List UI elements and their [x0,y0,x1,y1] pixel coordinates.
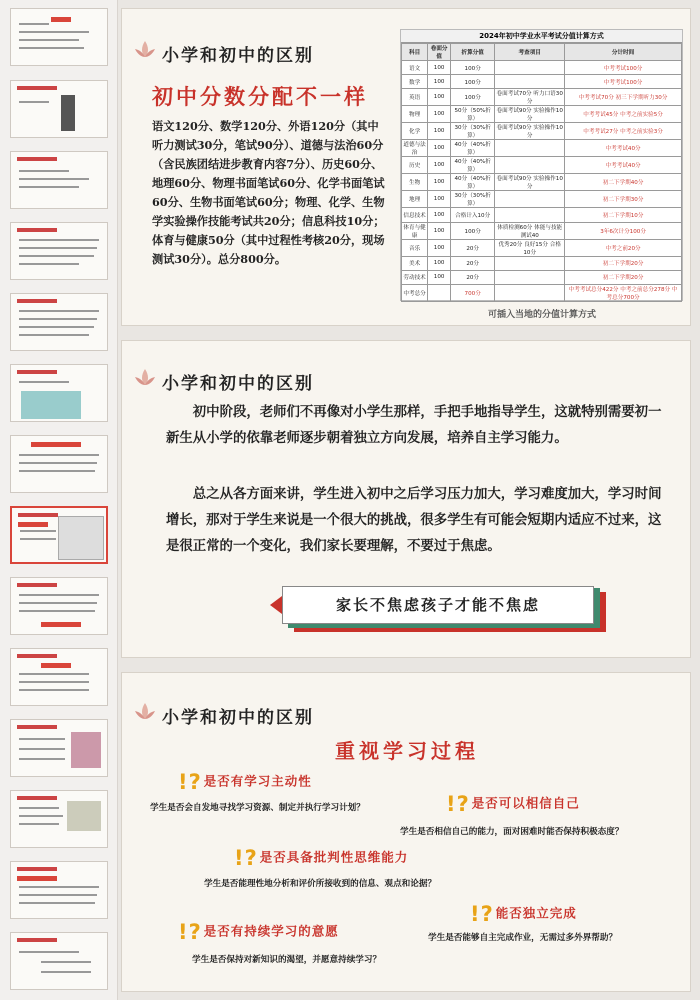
question-heading: 是否可以相信自己 [471,795,580,811]
table-cell: 数学 [402,75,428,89]
table-cell: 中考考试40分 [565,157,682,174]
table-cell: 100 [428,174,451,191]
question-heading: 是否有学习主动性 [203,773,312,789]
table-cell [495,140,565,157]
question-heading: 是否具备批判性思维能力 [259,849,409,865]
table-cell: 40分（40%折算） [451,157,495,174]
slide-thumbnail-12[interactable] [10,790,108,848]
banner-text: 家长不焦虑孩子才能不焦虑 [335,596,540,614]
table-cell: 化学 [402,123,428,140]
slide-title: 小学和初中的区别 [162,374,314,394]
table-cell: 20分 [451,239,495,256]
table-cell: 100 [428,256,451,270]
table-cell: 40分（40%折算） [451,174,495,191]
table-cell: 100 [428,140,451,157]
table-row [402,284,682,301]
table-cell: 生物 [402,174,428,191]
table-row [402,106,682,123]
table-cell: 100分 [451,89,495,106]
question-desc-4: 学生是否能够自主完成作业，无需过多外界帮助？ [428,933,618,943]
table-cell: 音乐 [402,239,428,256]
table-row [402,123,682,140]
score-table-grid [401,43,682,302]
slide-editor-area [121,0,700,1000]
table-cell: 初二下学期30分 [565,191,682,208]
table-cell: 100 [428,191,451,208]
table-cell: 体质检测60分 体能与技能测试40 [495,222,565,239]
table-cell [495,75,565,89]
table-cell: 初二下学期10分 [565,208,682,222]
table-cell: 3年6次计分100分 [565,222,682,239]
question-exclamation-icon: !? [234,846,258,870]
table-cell: 100 [428,270,451,284]
question-desc-5: 学生是否保持对新知识的渴望，并愿意持续学习？ [192,955,382,965]
paragraph-2: 总之从各方面来讲，学生进入初中之后学习压力加大，学习难度加大，学习时间增长，那对于学生来说是一个很大的挑战，很多学生有可能会短期内适应不过来，这是很正常的一个变化，我们家长要理解，不要过于焦虑。 [166,486,662,554]
table-cell: 劳动技术 [402,270,428,284]
table-cell: 初二下学期20分 [565,270,682,284]
table-cell: 历史 [402,157,428,174]
banner-callout [282,586,602,632]
question-exclamation-icon: !? [446,792,470,816]
table-cell: 100 [428,222,451,239]
table-cell: 40分（40%折算） [451,140,495,157]
table-row [402,208,682,222]
slide-thumbnail-6[interactable] [10,364,108,422]
question-3 [234,847,408,869]
table-cell: 100 [428,239,451,256]
table-cell: 中考考试100分 [565,75,682,89]
table-row [402,75,682,89]
table-cell: 美术 [402,256,428,270]
table-header-cell: 卷面分值 [428,44,451,61]
table-cell: 中考考试100分 [565,61,682,75]
table-cell: 卷面考试90分 实验操作10分 [495,123,565,140]
table-cell [495,208,565,222]
question-exclamation-icon: !? [178,770,202,794]
table-cell: 信息技术 [402,208,428,222]
slide-thumbnail-9[interactable] [10,577,108,635]
table-row [402,191,682,208]
table-cell: 物理 [402,106,428,123]
table-header-cell: 科目 [402,44,428,61]
table-cell: 中考之前20分 [565,239,682,256]
table-cell: 20分 [451,270,495,284]
slide-thumbnail-1[interactable] [10,8,108,66]
table-cell: 道德与法治 [402,140,428,157]
slide-thumbnail-4[interactable] [10,222,108,280]
table-cell [495,256,565,270]
table-cell: 初二下学期40分 [565,174,682,191]
table-cell: 卷面考试70分 听力口语30分 [495,89,565,106]
table-cell: 100 [428,106,451,123]
body-text: 语文120分、数学120分、外语120分（其中听力测试30分，笔试90分）、道德与法治60分（含民族团结进步教育内容7分）、历史60分、地理60分、物理书面笔试60分、化学书面笔试60分、生物书面笔试60分；物理、化学、生物学实验操作技能考试共20分；信息科技10分；体育与健康50分（其中过程性考核20分，现场测试30分）。总分800分。 [152,119,385,266]
question-heading: 能否独立完成 [495,905,577,921]
question-exclamation-icon: !? [470,902,494,926]
table-cell: 中考考试27分 中考之前实验3分 [565,123,682,140]
table-cell: 中考考试45分 中考之前实验5分 [565,106,682,123]
question-1 [178,771,312,793]
slide-thumbnail-7[interactable] [10,435,108,493]
table-cell: 20分 [451,256,495,270]
table-cell: 100 [428,89,451,106]
question-exclamation-icon: !? [178,920,202,944]
table-cell [495,191,565,208]
question-desc-2: 学生是否相信自己的能力，面对困难时能否保持积极态度？ [400,827,624,837]
slide-score-distribution[interactable] [121,8,691,326]
table-cell: 100 [428,208,451,222]
slide-thumbnail-13[interactable] [10,861,108,919]
table-row [402,89,682,106]
question-desc-1: 学生是否会自发地寻找学习资源、制定并执行学习计划？ [150,803,365,813]
table-header-cell: 分计时间 [565,44,682,61]
table-caption: 可插入当地的分值计算方式 [487,310,596,320]
table-cell [495,61,565,75]
table-title: 2024年初中学业水平考试分值计算方式 [401,30,682,43]
table-cell: 中考考试70分 初三下学期听力30分 [565,89,682,106]
table-cell: 100分 [451,61,495,75]
table-cell: 中考考试总分422分 中考之前总分278分 中考总分700分 [565,284,682,301]
table-header-cell: 折算分值 [451,44,495,61]
slide-thumbnail-8[interactable] [10,506,108,564]
slide-learning-independence[interactable] [121,340,691,658]
table-cell: 50分（50%折算） [451,106,495,123]
score-table [400,29,683,301]
table-cell: 英语 [402,89,428,106]
lotus-icon [132,365,158,391]
table-cell: 100 [428,123,451,140]
table-cell [428,284,451,301]
paragraph-1: 初中阶段，老师们不再像对小学生那样，手把手地指导学生，这就特别需要初一新生从小学的依靠老师逐步朝着独立方向发展，培养自主学习能力。 [166,404,662,446]
table-cell: 优秀20分 良好15分 合格10分 [495,239,565,256]
table-row [402,140,682,157]
question-heading: 是否有持续学习的意愿 [203,923,339,939]
table-cell: 700分 [451,284,495,301]
table-cell: 100 [428,61,451,75]
table-row [402,61,682,75]
slide-title: 小学和初中的区别 [162,46,314,66]
table-cell: 100分 [451,75,495,89]
table-header-cell: 考查项目 [495,44,565,61]
question-2 [446,793,580,815]
slide-thumbnail-14[interactable] [10,932,108,990]
slide-thumbnail-panel [0,0,118,1000]
table-cell: 语文 [402,61,428,75]
section-heading: 初中分数分配不一样 [152,84,368,109]
table-cell [495,157,565,174]
table-cell: 地理 [402,191,428,208]
table-row [402,256,682,270]
table-cell: 100分 [451,222,495,239]
table-row [402,174,682,191]
table-cell: 100 [428,157,451,174]
table-row [402,239,682,256]
question-5 [178,921,339,943]
table-cell: 体育与健康 [402,222,428,239]
slide-thumbnail-10[interactable] [10,648,108,706]
slide-learning-process[interactable] [121,672,691,992]
table-cell: 中考总分 [402,284,428,301]
table-cell [495,284,565,301]
lotus-icon [132,37,158,63]
table-cell: 初二下学期20分 [565,256,682,270]
question-4 [470,903,577,925]
table-cell: 卷面考试90分 实验操作10分 [495,106,565,123]
slide-thumbnail-11[interactable] [10,719,108,777]
table-cell [495,270,565,284]
table-cell: 合格计入10分 [451,208,495,222]
slide-title: 小学和初中的区别 [162,708,314,728]
table-cell: 30分（30%折算） [451,123,495,140]
table-row [402,157,682,174]
table-row [402,270,682,284]
slide-thumbnail-2[interactable] [10,80,108,138]
slide-thumbnail-3[interactable] [10,151,108,209]
section-heading: 重视学习过程 [335,739,479,763]
lotus-icon [132,699,158,725]
question-desc-3: 学生是否能理性地分析和评价所接收到的信息、观点和论据？ [204,879,437,889]
table-row [402,222,682,239]
table-cell: 中考考试40分 [565,140,682,157]
table-cell: 30分（30%折算） [451,191,495,208]
table-cell: 卷面考试90分 实验操作10分 [495,174,565,191]
table-cell: 100 [428,75,451,89]
slide-thumbnail-5[interactable] [10,293,108,351]
